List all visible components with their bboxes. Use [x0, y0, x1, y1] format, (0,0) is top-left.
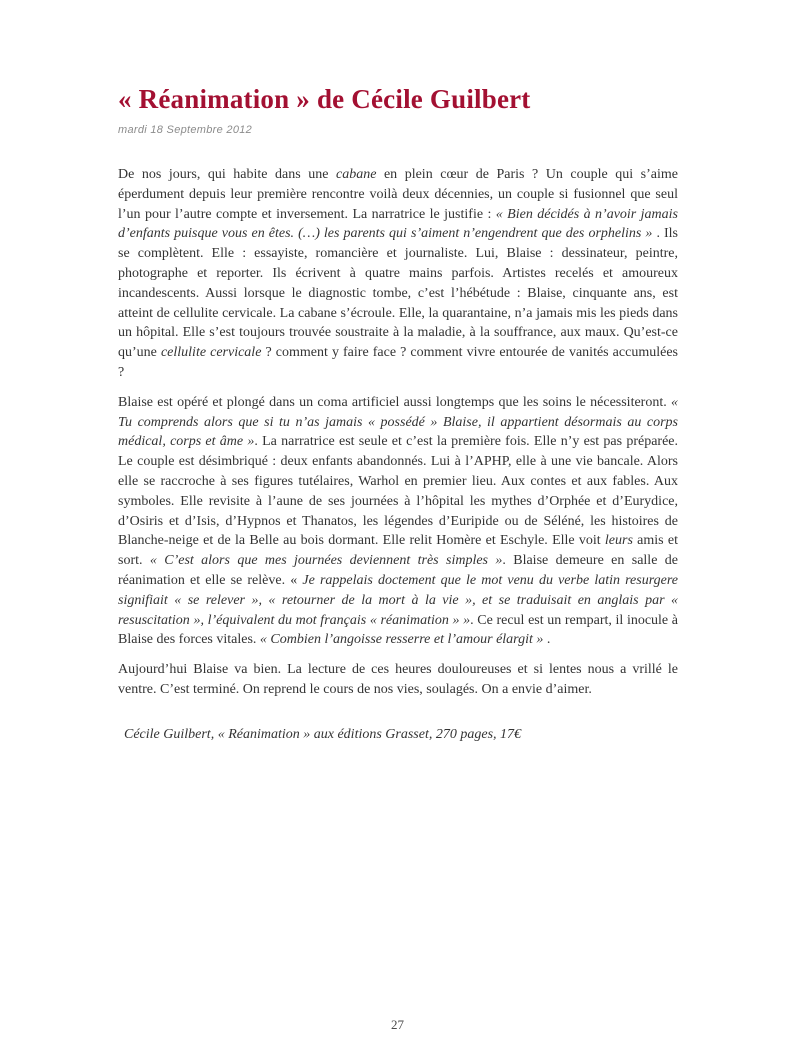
article-paragraph: [118, 165, 678, 383]
body-text: . La narratrice est seule et c’est la première fois. Elle n’y est pas préparée. Le couple est désimbriqué : deux enfants abandonnés. Lui à l’APHP, elle à une vie bancale. Alors elle se raccroche à ses figures tutélaires, Warhol en premier lieu. Aux contes et aux fables. Aux symboles. Elle revisite à l’aune de ses journées à l’hôpital les mythes d’Orphée et d’Eurydice, d’Osiris et d’Isis, d’Hypnos et Thanatos, les légendes d’Euripide ou de Séléné, les histoires de Blanche-neige et de la Belle au bois dormant. Elle relit Homère et Eschyle. Elle voit: [118, 434, 679, 549]
quoted-italic-text: cabane: [335, 167, 377, 183]
quoted-italic-text: « Tu comprends alors que si tu n’as jamais « possédé » Blaise, il appartient désormais au corps médical, corps et âme »: [118, 394, 678, 450]
article-title: « Réanimation » de Cécile Guilbert: [118, 84, 531, 114]
page-number: 27: [391, 1017, 404, 1032]
article-body: [118, 165, 678, 700]
body-text: amis et sort.: [118, 533, 678, 569]
quoted-italic-text: cellulite cervicale: [160, 345, 262, 361]
article-paragraph: [118, 660, 678, 700]
quoted-italic-text: « Bien décidés à n’avoir jamais d’enfants puisque vous en êtes. (…) les parents qui s’aiment n’engendrent que des orphelins »: [118, 206, 679, 242]
body-text: . Ils se complètent. Elle : essayiste, romancière et journaliste. Lui, Blaise : dessinateur, peintre, photographe et reporter. Ils écrivent à quatre mains parfois. Artistes recelés et amoureux incandescents. Aussi lorsque le diagnostic tombe, c’est l’hébétude : Blaise, cinquante ans, est atteint de cellulite cervicale. La cabane s’écroule. Elle, la quarantaine, n’a jamais mis les pieds dans un hôpital. Elle s’est toujours trouvée soustraite à la maladie, à la souffrance, aux maux. Qu’est-ce qu’une: [118, 226, 679, 361]
quoted-italic-text: « C’est alors que mes journées deviennent très simples »: [149, 553, 503, 569]
body-text: De nos jours, qui habite dans une: [118, 167, 336, 183]
article-paragraph: [118, 393, 678, 650]
quoted-italic-text: Je rappelais doctement que le mot venu du verbe latin resurgere signifiait « se relever », « retourner de la mort à la vie », et se traduisait en anglais par « resuscitation », l’équivalent du mot français « réanimation » »: [118, 572, 678, 628]
book-citation: Cécile Guilbert, « Réanimation » aux éditions Grasset, 270 pages, 17€: [124, 726, 522, 742]
body-text: Aujourd’hui Blaise va bien. La lecture de ces heures douloureuses et si lentes nous a vrillé le ventre. C’est terminé. On reprend le cours de nos vies, soulagés. On a envie d’aimer.: [118, 662, 678, 697]
article-date: mardi 18 Septembre 2012: [118, 124, 253, 137]
body-text: . Ce recul est un rempart, il inocule à Blaise des forces vitales.: [118, 612, 678, 648]
quoted-italic-text: leurs: [604, 533, 633, 549]
quoted-italic-text: « Combien l’angoisse resserre et l’amour élargit »: [259, 632, 544, 648]
body-text: Blaise est opéré et plongé dans un coma artificiel aussi longtemps que les soins le nécessiteront.: [118, 394, 671, 410]
body-text: en plein cœur de Paris ? Un couple qui s’aime éperdument depuis leur première rencontre voilà deux décennies, un couple si fusionnel que seul l’un pour l’autre compte et inversement. La narratrice le justifie :: [118, 167, 678, 222]
body-text: . Blaise demeure en salle de réanimation et elle se relève. «: [118, 553, 678, 588]
body-text: ? comment y faire face ? comment vivre entourée de vanités accumulées ?: [118, 345, 678, 381]
body-text: .: [543, 632, 551, 648]
